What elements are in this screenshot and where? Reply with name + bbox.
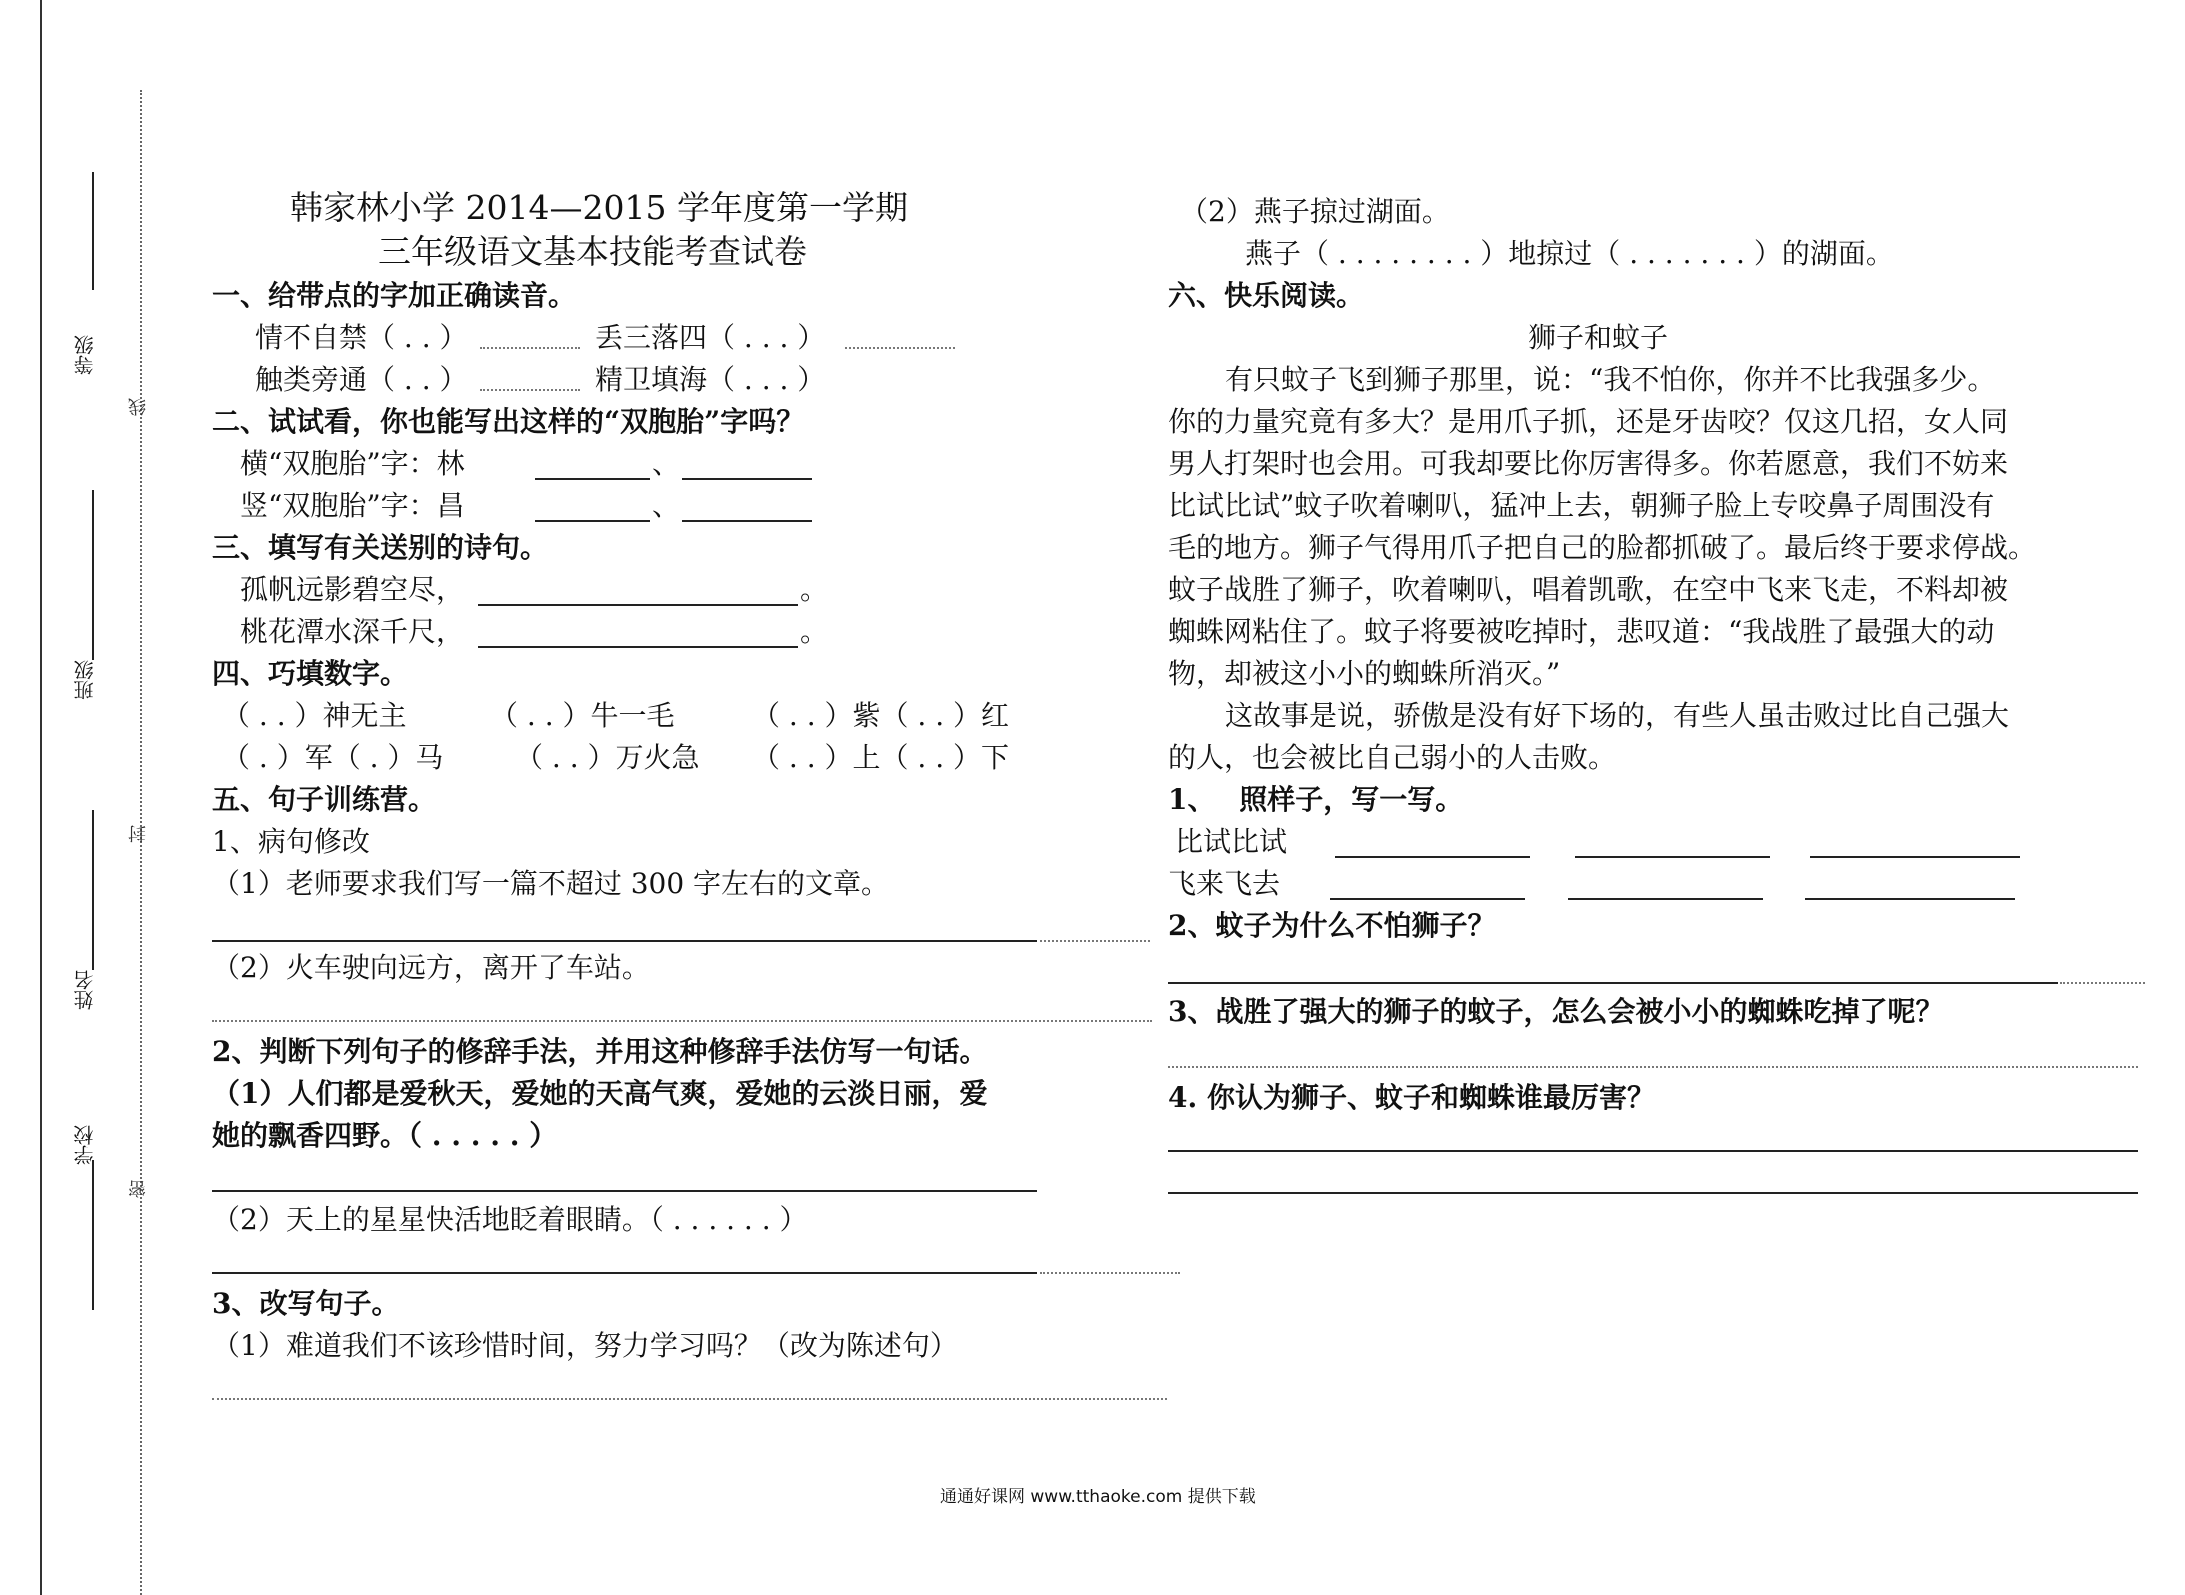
- s1-item-2: 丢三落四（ . . . ）: [595, 321, 826, 354]
- s2-vertical-label: 竖“双胞胎”字：昌: [240, 489, 465, 522]
- grade-line: [92, 172, 94, 290]
- answer-blank[interactable]: [1330, 898, 1525, 900]
- answer-line[interactable]: [1168, 1192, 2138, 1194]
- class-label: 班级: [73, 660, 97, 700]
- line-mark: 线: [128, 398, 149, 416]
- answer-line[interactable]: [212, 940, 1037, 942]
- story-line: 有只蚊子飞到狮子那里，说：“我不怕你，你并不比我强多少。: [1225, 363, 1996, 396]
- story-line: 你的力量究竟有多大？是用爪子抓，还是牙齿咬？仅这几招，女人同: [1168, 405, 2009, 438]
- answer-line[interactable]: [212, 1020, 1152, 1022]
- story-line: 蚊子战胜了狮子，吹着喇叭，唱着凯歌，在空中飞来飞走，不料却被: [1168, 573, 2009, 606]
- answer-blank[interactable]: [1335, 856, 1530, 858]
- answer-blank[interactable]: [682, 520, 812, 522]
- s2-heading: 二、试试看，你也能写出这样的“双胞胎”字吗？: [212, 405, 805, 438]
- s5-q1-2: （2）火车驶向远方，离开了车站。: [212, 951, 650, 984]
- exam-title: 韩家林小学 2014—2015 学年度第一学期: [290, 188, 908, 227]
- story-line: 的人，也会被比自己弱小的人击败。: [1168, 741, 1617, 774]
- separator: 、: [652, 447, 681, 480]
- story-line: 男人打架时也会用。可我却要比你厉害得多。你若愿意，我们不妨来: [1168, 447, 2009, 480]
- s6-q3: 3、战胜了强大的狮子的蚊子，怎么会被小小的蜘蛛吃掉了呢？: [1168, 995, 1944, 1028]
- answer-blank[interactable]: [682, 478, 812, 480]
- margin-border-line: [40, 0, 42, 1595]
- s5-q2-1b: 她的飘香四野。（ . . . . . ）: [212, 1119, 558, 1152]
- idiom: （ . . ）神无主: [222, 699, 407, 732]
- answer-blank[interactable]: [478, 604, 798, 606]
- seal-mark: 封: [128, 825, 149, 843]
- answer-line[interactable]: [1168, 982, 2058, 984]
- answer-blank[interactable]: [478, 646, 798, 648]
- answer-blank[interactable]: [1805, 898, 2015, 900]
- answer-dots: [1040, 1272, 1180, 1274]
- s1-item-3: 触类旁通（ . . ）: [255, 363, 468, 396]
- answer-line[interactable]: [212, 1398, 1167, 1400]
- answer-line[interactable]: [1168, 1150, 2138, 1152]
- s2-horizontal-label: 横“双胞胎”字：林: [240, 447, 465, 480]
- answer-line[interactable]: [1168, 1066, 2138, 1068]
- s6-q2: 2、蚊子为什么不怕狮子？: [1168, 909, 1496, 942]
- s6-q1: 1、 照样子，写一写。: [1168, 783, 1464, 816]
- answer-blank[interactable]: [1810, 856, 2020, 858]
- s6-heading: 六、快乐阅读。: [1168, 279, 1365, 312]
- idiom: （ . . ）紫（ . . ）红: [752, 699, 1010, 732]
- s3-heading: 三、填写有关送别的诗句。: [212, 531, 549, 564]
- story-line: 蜘蛛网粘住了。蚊子将要被吃掉时，悲叹道：“我战胜了最强大的动: [1168, 615, 1995, 648]
- school-line: [92, 1160, 94, 1310]
- name-label: 姓名: [73, 970, 97, 1010]
- s1-item-4: 精卫填海（ . . . ）: [595, 363, 826, 396]
- poem-line-2: 桃花潭水深千尺，: [240, 615, 465, 648]
- s5-q2-1a: （1）人们都是爱秋天，爱她的天高气爽，爱她的云淡日丽，爱: [212, 1077, 988, 1110]
- s5-q3-1: （1）难道我们不该珍惜时间，努力学习吗？（改为陈述句）: [212, 1329, 958, 1362]
- story-title: 狮子和蚊子: [1528, 321, 1669, 354]
- s1-heading: 一、给带点的字加正确读音。: [212, 279, 577, 312]
- grade-label: 等级: [73, 335, 97, 375]
- answer-blank[interactable]: [1568, 898, 1763, 900]
- answer-dots: [2060, 982, 2145, 984]
- answer-blank[interactable]: [1575, 856, 1770, 858]
- school-label: 学校: [73, 1125, 97, 1165]
- cont-fill-line: 燕子（ . . . . . . . . ）地掠过（ . . . . . . . ）的湖面。: [1245, 237, 1894, 270]
- example-2: 飞来飞去: [1168, 867, 1281, 900]
- class-line: [92, 490, 94, 660]
- s1-dots: [480, 347, 580, 349]
- idiom: （ . . ）牛一毛: [490, 699, 675, 732]
- idiom: （ . ）军（ . ）马: [222, 741, 444, 774]
- answer-line[interactable]: [212, 1272, 1037, 1274]
- s1-dots: [480, 389, 580, 391]
- story-line: 物，却被这小小的蜘蛛所消灭。”: [1168, 657, 1561, 690]
- poem-end: 。: [800, 615, 829, 648]
- secret-mark: 密: [128, 1180, 149, 1198]
- s4-heading: 四、巧填数字。: [212, 657, 409, 690]
- s1-dots: [845, 347, 955, 349]
- story-line: 比试比试”蚊子吹着喇叭，猛冲上去，朝狮子脸上专咬鼻子周围没有: [1168, 489, 1995, 522]
- s5-q1: 1、病句修改: [212, 825, 370, 858]
- answer-dots: [1040, 940, 1150, 942]
- story-line: 这故事是说，骄傲是没有好下场的，有些人虽击败过比自己强大: [1225, 699, 2010, 732]
- answer-blank[interactable]: [535, 478, 650, 480]
- separator: 、: [652, 489, 681, 522]
- poem-line-1: 孤帆远影碧空尽，: [240, 573, 465, 606]
- answer-blank[interactable]: [535, 520, 650, 522]
- footer-credit: 通通好课网 www.tthaoke.com 提供下载: [940, 1487, 1256, 1507]
- s1-item-1: 情不自禁（ . . ）: [255, 321, 468, 354]
- s5-heading: 五、句子训练营。: [212, 783, 437, 816]
- s5-q2: 2、判断下列句子的修辞手法，并用这种修辞手法仿写一句话。: [212, 1035, 988, 1068]
- name-line: [92, 810, 94, 970]
- story-line: 毛的地方。狮子气得用爪子把自己的脸都抓破了。最后终于要求停战。: [1168, 531, 2037, 564]
- example-1: 比试比试: [1175, 825, 1288, 858]
- cont-question: （2）燕子掠过湖面。: [1180, 195, 1450, 228]
- s6-q4: 4. 你认为狮子、蚊子和蜘蛛谁最厉害？: [1168, 1081, 1655, 1114]
- s5-q3: 3、改写句子。: [212, 1287, 400, 1320]
- s5-q2-2: （2）天上的星星快活地眨着眼睛。（ . . . . . . ）: [212, 1203, 808, 1236]
- idiom: （ . . ）万火急: [515, 741, 700, 774]
- idiom: （ . . ）上（ . . ）下: [752, 741, 1010, 774]
- poem-end: 。: [800, 573, 829, 606]
- answer-line[interactable]: [212, 1190, 1037, 1192]
- s5-q1-1: （1）老师要求我们写一篇不超过 300 字左右的文章。: [212, 867, 890, 900]
- exam-subtitle: 三年级语文基本技能考查试卷: [378, 232, 807, 271]
